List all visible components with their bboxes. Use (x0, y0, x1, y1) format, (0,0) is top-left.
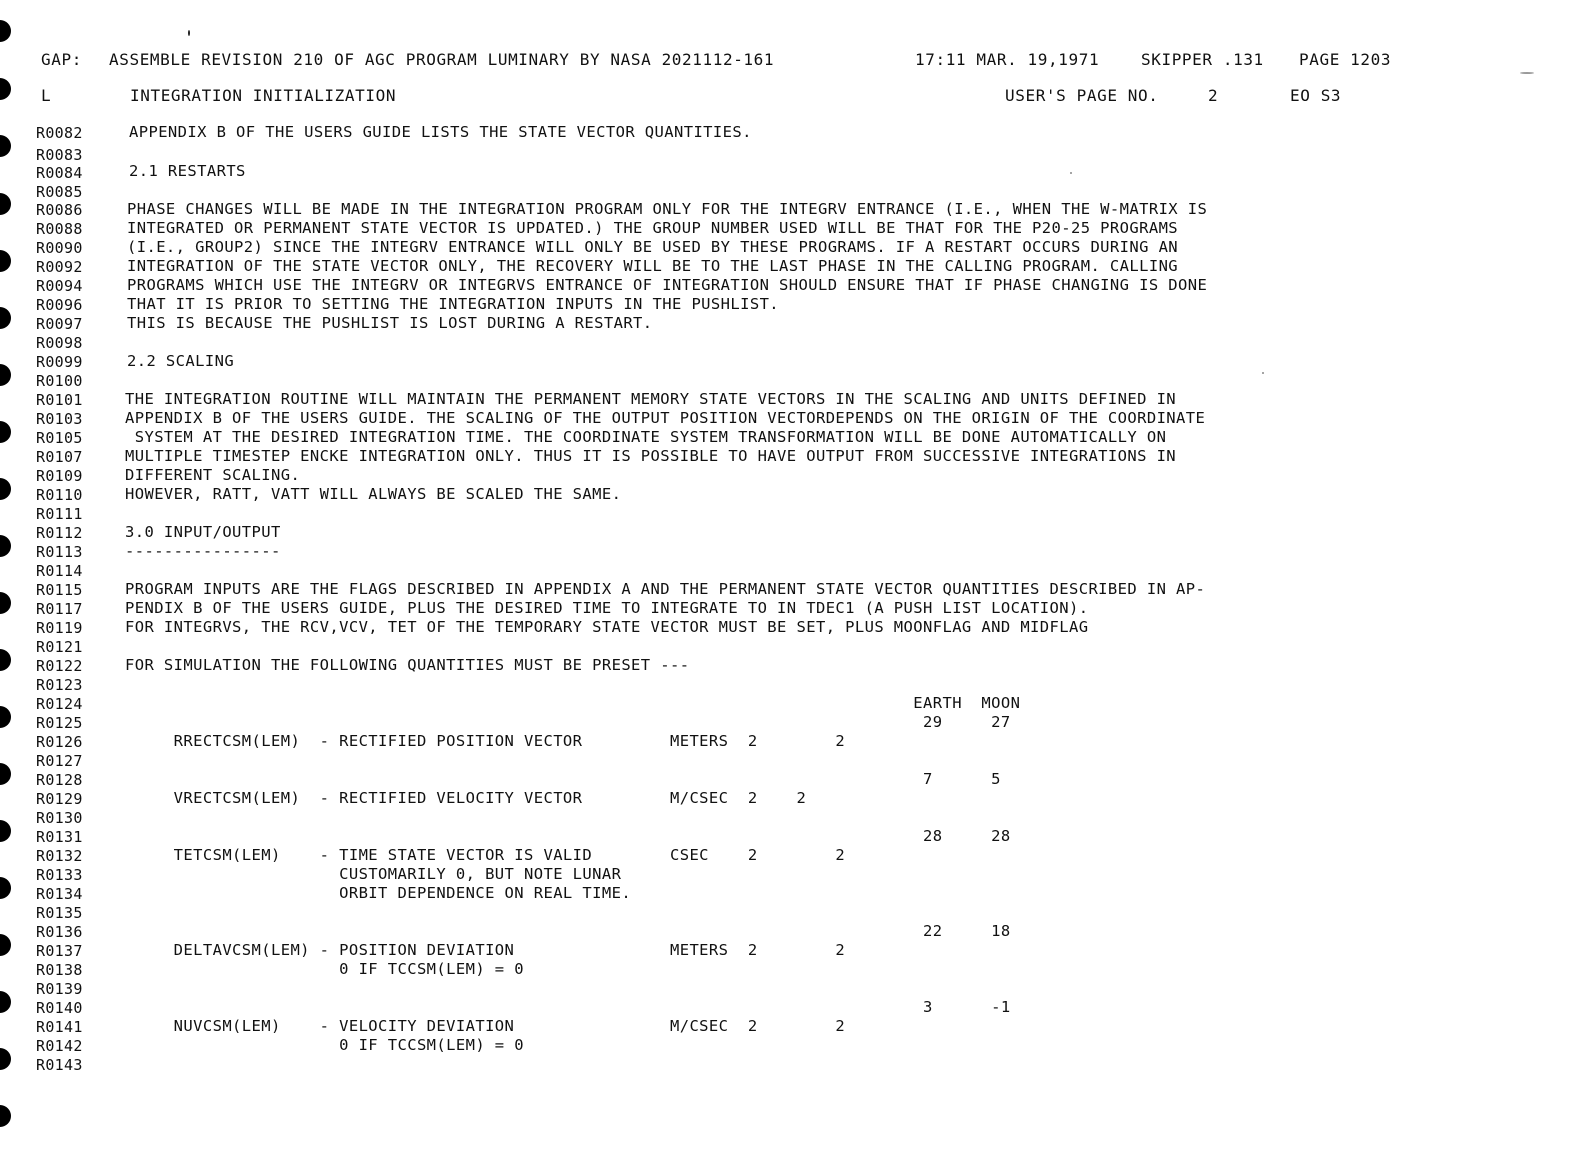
punch-hole (0, 478, 11, 500)
line-text: DELTAVCSM(LEM) - POSITION DEVIATION METERS 2 2 (125, 941, 846, 959)
line-label: R0138 (36, 961, 83, 979)
header-l-label: L (41, 86, 52, 105)
punch-hole (0, 820, 11, 842)
users-page-number: 2 (1208, 86, 1219, 105)
line-label: R0096 (36, 296, 83, 314)
line-text: THIS IS BECAUSE THE PUSHLIST IS LOST DURING A RESTART. (127, 314, 653, 332)
line-text: 28 28 (125, 827, 1011, 845)
line-text: 3.0 INPUT/OUTPUT (125, 523, 281, 541)
line-label: R0122 (36, 657, 83, 675)
punch-hole (0, 877, 11, 899)
line-label: R0140 (36, 999, 83, 1017)
line-text: EARTH MOON (125, 694, 1021, 712)
line-label: R0131 (36, 828, 83, 846)
line-text: 3 -1 (125, 998, 1011, 1016)
punch-hole (0, 1048, 11, 1070)
line-text: ORBIT DEPENDENCE ON REAL TIME. (125, 884, 632, 902)
line-label: R0124 (36, 695, 83, 713)
line-text: 0 IF TCCSM(LEM) = 0 (125, 1036, 525, 1054)
section-title: INTEGRATION INITIALIZATION (130, 86, 397, 105)
line-label: R0129 (36, 790, 83, 808)
header-page: PAGE 1203 (1299, 50, 1392, 69)
line-text: 22 18 (125, 922, 1011, 940)
line-label: R0134 (36, 885, 83, 903)
line-text: 2.1 RESTARTS (129, 162, 246, 180)
punch-hole (0, 649, 11, 671)
line-text: FOR SIMULATION THE FOLLOWING QUANTITIES MUST BE PRESET --- (125, 656, 690, 674)
line-label: R0139 (36, 980, 83, 998)
line-text: PROGRAM INPUTS ARE THE FLAGS DESCRIBED IN APPENDIX A AND THE PERMANENT STATE VECTOR QUANTITIES DESCRIBED IN AP- (125, 580, 1206, 598)
line-label: R0090 (36, 239, 83, 257)
punch-hole (0, 250, 11, 272)
punch-hole (0, 934, 11, 956)
line-label: R0101 (36, 391, 83, 409)
line-label: R0088 (36, 220, 83, 238)
line-text: CUSTOMARILY 0, BUT NOTE LUNAR (125, 865, 622, 883)
line-label: R0127 (36, 752, 83, 770)
punch-hole (0, 193, 11, 215)
header-gap-label: GAP: (41, 50, 82, 69)
line-text: NUVCSM(LEM) - VELOCITY DEVIATION M/CSEC 2 2 (125, 1017, 846, 1035)
punch-hole (0, 421, 11, 443)
line-text: RRECTCSM(LEM) - RECTIFIED POSITION VECTOR METERS 2 2 (125, 732, 846, 750)
punch-hole (0, 706, 11, 728)
line-label: R0117 (36, 600, 83, 618)
line-label: R0141 (36, 1018, 83, 1036)
paper-speck (1070, 172, 1072, 174)
line-label: R0084 (36, 164, 83, 182)
line-text: 2.2 SCALING (127, 352, 235, 370)
line-label: R0094 (36, 277, 83, 295)
line-text: APPENDIX B OF THE USERS GUIDE LISTS THE STATE VECTOR QUANTITIES. (129, 123, 752, 141)
punch-hole (0, 20, 11, 42)
users-page-label: USER'S PAGE NO. (1005, 86, 1159, 105)
line-text: INTEGRATION OF THE STATE VECTOR ONLY, THE RECOVERY WILL BE TO THE LAST PHASE IN THE CALLING PROGRAM. CALLING (127, 257, 1179, 275)
line-text: THE INTEGRATION ROUTINE WILL MAINTAIN THE PERMANENT MEMORY STATE VECTORS IN THE SCALING AND UNITS DEFINED IN (125, 390, 1177, 408)
header-assemble: ASSEMBLE REVISION 210 OF AGC PROGRAM LUMINARY BY NASA 2021112-161 (109, 50, 775, 69)
punch-hole (0, 1105, 11, 1127)
line-text: VRECTCSM(LEM) - RECTIFIED VELOCITY VECTOR M/CSEC 2 2 (125, 789, 807, 807)
paper-speck (188, 30, 190, 36)
line-label: R0136 (36, 923, 83, 941)
line-text: MULTIPLE TIMESTEP ENCKE INTEGRATION ONLY. THUS IT IS POSSIBLE TO HAVE OUTPUT FROM SUCCESSIVE INTEGRATIONS IN (125, 447, 1177, 465)
line-label: R0098 (36, 334, 83, 352)
line-label: R0086 (36, 201, 83, 219)
line-label: R0113 (36, 543, 83, 561)
header-datetime: 17:11 MAR. 19,1971 (915, 50, 1100, 69)
punch-hole (0, 535, 11, 557)
paper-speck (1262, 372, 1264, 374)
line-text: TETCSM(LEM) - TIME STATE VECTOR IS VALID CSEC 2 2 (125, 846, 846, 864)
line-label: R0110 (36, 486, 83, 504)
line-label: R0135 (36, 904, 83, 922)
punch-hole (0, 78, 11, 100)
line-text: DIFFERENT SCALING. (125, 466, 301, 484)
line-text: INTEGRATED OR PERMANENT STATE VECTOR IS UPDATED.) THE GROUP NUMBER USED WILL BE THAT FOR THE P20-25 PROGRAMS (127, 219, 1179, 237)
header-skipper: SKIPPER .131 (1141, 50, 1264, 69)
line-text: PROGRAMS WHICH USE THE INTEGRV OR INTEGRVS ENTRANCE OF INTEGRATION SHOULD ENSURE THAT IF PHASE CHANGING IS DONE (127, 276, 1208, 294)
line-label: R0137 (36, 942, 83, 960)
paper-speck (1520, 72, 1534, 74)
line-label: R0109 (36, 467, 83, 485)
line-label: R0119 (36, 619, 83, 637)
line-label: R0142 (36, 1037, 83, 1055)
punch-hole (0, 592, 11, 614)
line-label: R0126 (36, 733, 83, 751)
line-label: R0107 (36, 448, 83, 466)
line-label: R0125 (36, 714, 83, 732)
line-label: R0103 (36, 410, 83, 428)
line-label: R0130 (36, 809, 83, 827)
line-text: PHASE CHANGES WILL BE MADE IN THE INTEGRATION PROGRAM ONLY FOR THE INTEGRV ENTRANCE (I.E., WHEN THE W-MATRIX IS (127, 200, 1208, 218)
line-label: R0092 (36, 258, 83, 276)
line-label: R0132 (36, 847, 83, 865)
punch-hole (0, 307, 11, 329)
line-text: SYSTEM AT THE DESIRED INTEGRATION TIME. THE COORDINATE SYSTEM TRANSFORMATION WILL BE DONE AUTOMATICALLY ON (125, 428, 1167, 446)
line-label: R0100 (36, 372, 83, 390)
line-label: R0133 (36, 866, 83, 884)
line-text: (I.E., GROUP2) SINCE THE INTEGRV ENTRANCE WILL ONLY BE USED BY THESE PROGRAMS. IF A RESTART OCCURS DURING AN (127, 238, 1179, 256)
line-text: HOWEVER, RATT, VATT WILL ALWAYS BE SCALED THE SAME. (125, 485, 622, 503)
line-text: 29 27 (125, 713, 1011, 731)
line-text: THAT IT IS PRIOR TO SETTING THE INTEGRATION INPUTS IN THE PUSHLIST. (127, 295, 780, 313)
line-text: 7 5 (125, 770, 1001, 788)
line-label: R0085 (36, 183, 83, 201)
header-eo: EO S3 (1290, 86, 1342, 105)
line-text: FOR INTEGRVS, THE RCV,VCV, TET OF THE TEMPORARY STATE VECTOR MUST BE SET, PLUS MOONFLAG AND MIDFLAG (125, 618, 1089, 636)
line-text: 0 IF TCCSM(LEM) = 0 (125, 960, 525, 978)
line-label: R0112 (36, 524, 83, 542)
line-label: R0083 (36, 146, 83, 164)
line-label: R0082 (36, 124, 83, 142)
line-label: R0123 (36, 676, 83, 694)
punch-hole (0, 364, 11, 386)
line-label: R0121 (36, 638, 83, 656)
punch-hole (0, 763, 11, 785)
line-label: R0128 (36, 771, 83, 789)
line-label: R0105 (36, 429, 83, 447)
line-label: R0111 (36, 505, 83, 523)
line-text: PENDIX B OF THE USERS GUIDE, PLUS THE DESIRED TIME TO INTEGRATE TO IN TDEC1 (A PUSH LIST LOCATION). (125, 599, 1089, 617)
line-label: R0114 (36, 562, 83, 580)
punch-hole (0, 135, 11, 157)
line-text: APPENDIX B OF THE USERS GUIDE. THE SCALING OF THE OUTPUT POSITION VECTORDEPENDS ON THE ORIGIN OF THE COORDINATE (125, 409, 1206, 427)
punch-hole (0, 991, 11, 1013)
line-label: R0143 (36, 1056, 83, 1074)
line-label: R0115 (36, 581, 83, 599)
line-label: R0097 (36, 315, 83, 333)
line-label: R0099 (36, 353, 83, 371)
line-text: ---------------- (125, 542, 281, 560)
